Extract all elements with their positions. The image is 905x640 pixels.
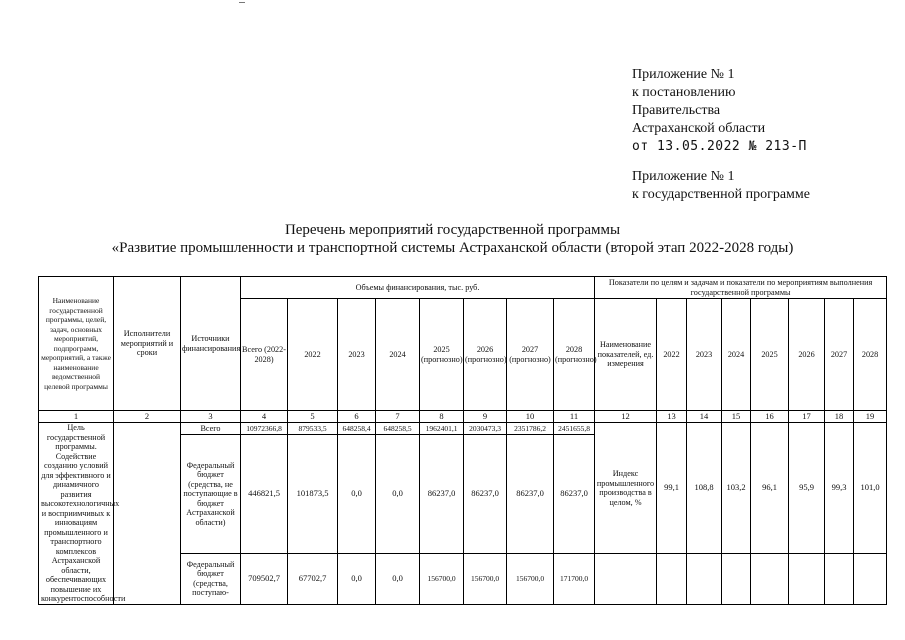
indicator-value: 95,9 <box>789 423 825 554</box>
total-value: 2451655,8 <box>554 423 595 435</box>
indicator-empty <box>722 554 751 604</box>
federal-value: 0,0 <box>376 434 420 554</box>
column-number: 16 <box>751 411 789 423</box>
indicator-value: 99,1 <box>657 423 687 554</box>
header-ind-year: 2027 <box>825 299 854 411</box>
indicator-empty <box>751 554 789 604</box>
column-number: 14 <box>687 411 722 423</box>
indicator-value: 103,2 <box>722 423 751 554</box>
federal2-value: 67702,7 <box>288 554 338 604</box>
federal-value: 101873,5 <box>288 434 338 554</box>
federal-value: 446821,5 <box>241 434 288 554</box>
federal-value: 86237,0 <box>554 434 595 554</box>
resolution-date: от 13.05.2022 № 213-П <box>632 139 807 154</box>
header-ind-year: 2028 <box>854 299 887 411</box>
total-value: 648258,4 <box>338 423 376 435</box>
column-number: 3 <box>181 411 241 423</box>
total-value: 879533,5 <box>288 423 338 435</box>
header-executors: Исполнители мероприятий и сроки <box>114 277 181 411</box>
goal-description: Цель государственной программы. Содействие созданию условий для эффективного и динамичного развития высокотехнологичных и восприимчивых к инновациям промышленного и транспортного комплексов Астраханской области, обеспечивающих повышение их конкурентоспособности <box>39 423 114 605</box>
header-ind-year: 2026 <box>789 299 825 411</box>
federal-value: 86237,0 <box>420 434 464 554</box>
indicator-empty <box>789 554 825 604</box>
header-program-name: Наименование государственной программы, целей, задач, основных мероприятий, подпрограмм, мероприятий, а также наименование ведомственной целевой программы <box>39 277 114 411</box>
appendix-line: к постановлению <box>632 85 736 100</box>
document-subtitle: «Развитие промышленности и транспортной системы Астраханской области (второй этап 2022-2028 годы) <box>111 240 794 256</box>
column-number: 11 <box>554 411 595 423</box>
appendix-line: Приложение № 1 <box>632 67 735 82</box>
source-federal-2: Федеральный бюджет (средства, поступаю- <box>181 554 241 604</box>
federal-value: 0,0 <box>338 434 376 554</box>
appendix-resolution <box>632 66 807 156</box>
indicator-empty <box>825 554 854 604</box>
total-value: 648258,5 <box>376 423 420 435</box>
federal2-value: 171700,0 <box>554 554 595 604</box>
appendix-line: к государственной программе <box>632 187 810 202</box>
total-value: 1962401,1 <box>420 423 464 435</box>
column-number: 19 <box>854 411 887 423</box>
header-funding-source: Источники финансирования <box>181 277 241 411</box>
column-number: 13 <box>657 411 687 423</box>
column-number: 9 <box>464 411 507 423</box>
header-ind-year: 2023 <box>687 299 722 411</box>
federal-value: 86237,0 <box>507 434 554 554</box>
header-year: 2024 <box>376 299 420 411</box>
indicator-empty <box>657 554 687 604</box>
header-ind-year: 2025 <box>751 299 789 411</box>
executors-cell <box>114 423 181 605</box>
federal2-value: 156700,0 <box>420 554 464 604</box>
indicator-value: 99,3 <box>825 423 854 554</box>
federal-value: 86237,0 <box>464 434 507 554</box>
source-federal: Федеральный бюджет (средства, не поступающие в бюджет Астраханской области) <box>181 434 241 554</box>
appendix-line: Астраханской области <box>632 121 766 136</box>
column-number: 1 <box>39 411 114 423</box>
federal2-value: 156700,0 <box>464 554 507 604</box>
header-year: 2025 (прогнозно) <box>420 299 464 411</box>
federal2-value: 0,0 <box>376 554 420 604</box>
header-year: 2022 <box>288 299 338 411</box>
header-funding-volume: Объемы финансирования, тыс. руб. <box>241 277 595 299</box>
federal2-value: 156700,0 <box>507 554 554 604</box>
scan-mark <box>239 2 245 3</box>
header-indicator-name: Наименование показателей, ед. измерения <box>595 299 657 411</box>
header-year: 2028 (прогнозно) <box>554 299 595 411</box>
header-year: 2027 (прогнозно) <box>507 299 554 411</box>
column-number: 5 <box>288 411 338 423</box>
column-number: 6 <box>338 411 376 423</box>
column-number: 8 <box>420 411 464 423</box>
total-value: 2351786,2 <box>507 423 554 435</box>
appendix-program <box>632 168 810 204</box>
header-year: 2026 (прогнозно) <box>464 299 507 411</box>
indicator-empty <box>687 554 722 604</box>
indicator-value: 101,0 <box>854 423 887 554</box>
document-title: Перечень мероприятий государственной программы <box>284 222 621 238</box>
column-number: 15 <box>722 411 751 423</box>
header-ind-year: 2022 <box>657 299 687 411</box>
header-total: Всего (2022-2028) <box>241 299 288 411</box>
column-number: 2 <box>114 411 181 423</box>
header-indicators: Показатели по целям и задачам и показатели по мероприятиям выполнения государственной программы <box>595 277 887 299</box>
total-value: 2030473,3 <box>464 423 507 435</box>
total-value: 10972366,8 <box>241 423 288 435</box>
indicator-empty <box>854 554 887 604</box>
indicator-name: Индекс промышленного производства в целом, % <box>595 423 657 554</box>
column-number: 4 <box>241 411 288 423</box>
indicator-empty <box>595 554 657 604</box>
header-ind-year: 2024 <box>722 299 751 411</box>
column-number: 12 <box>595 411 657 423</box>
source-total: Всего <box>181 423 241 435</box>
measures-table <box>38 276 887 605</box>
appendix-line: Приложение № 1 <box>632 169 735 184</box>
appendix-line: Правительства <box>632 103 721 118</box>
column-number: 10 <box>507 411 554 423</box>
indicator-value: 108,8 <box>687 423 722 554</box>
header-year: 2023 <box>338 299 376 411</box>
federal2-value: 709502,7 <box>241 554 288 604</box>
column-number: 17 <box>789 411 825 423</box>
indicator-value: 96,1 <box>751 423 789 554</box>
federal2-value: 0,0 <box>338 554 376 604</box>
column-number: 18 <box>825 411 854 423</box>
column-number: 7 <box>376 411 420 423</box>
